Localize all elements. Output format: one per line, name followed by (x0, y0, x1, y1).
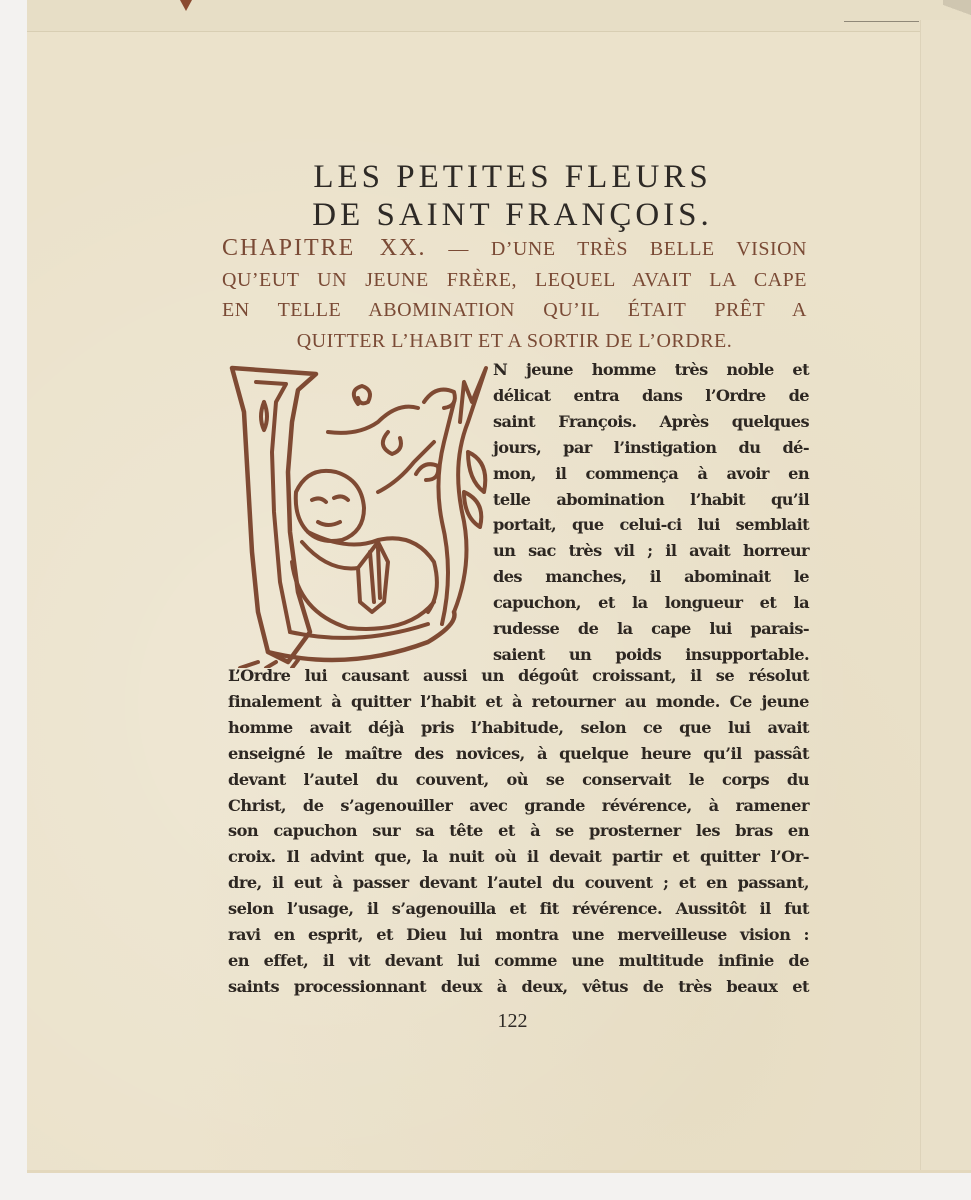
text-line: rudesse de la cape lui parais- (493, 619, 809, 639)
text-line: enseigné le maître des novices, à quelque heure qu’il passât (228, 743, 809, 763)
chapter-heading-line: QUITTER L’HABIT ET A SORTIR DE L’ORDRE. (296, 329, 733, 352)
chapter-heading-text: — D’UNE TRÈS BELLE VISION (426, 238, 807, 260)
chapter-heading-line: EN TELLE ABOMINATION QU’IL ÉTAIT PRÊT A (222, 299, 807, 321)
chapter-heading (222, 233, 807, 356)
text-line: un sac très vil ; il avait horreur (493, 541, 809, 561)
body-text-full-column (228, 663, 809, 1000)
text-line: en effet, il vit devant lui comme une multitude infinie de (228, 950, 809, 970)
text-line: N jeune homme très noble et (493, 360, 809, 379)
ornamental-drop-cap-u (228, 362, 490, 668)
text-line: homme avait déjà pris l’habitude, selon ce que lui avait (228, 717, 809, 737)
ornament-fragment-mark (180, 0, 192, 11)
page-number: 122 (497, 1010, 528, 1032)
fold-line (844, 21, 919, 22)
text-line: selon l’usage, il s’agenouilla et fit révérence. Aussitôt il fut (228, 899, 809, 919)
text-line: L’Ordre lui causant aussi un dégoût croissant, il se résolut (228, 666, 809, 685)
folded-corner (943, 0, 971, 20)
chapter-heading-line (222, 233, 807, 265)
deckle-edge (27, 1170, 971, 1173)
text-line: jours, par l’instigation du dé- (493, 437, 809, 457)
praying-monk-illustration-icon (228, 362, 490, 668)
text-line: ravi en esprit, et Dieu lui montra une merveilleuse vision : (228, 925, 809, 945)
text-line: saints processionnant deux à deux, vêtus de très beaux et (228, 976, 809, 996)
text-line: telle abomination l’habit qu’il (493, 489, 809, 509)
text-line: Christ, de s’agenouiller avec grande révérence, à ramener (228, 795, 809, 815)
text-line: devant l’autel du couvent, où se conservait le corps du (228, 769, 809, 789)
text-line: portait, que celui-ci lui semblait (493, 515, 809, 535)
body-text-narrow-column (493, 357, 809, 668)
text-line: dre, il eut à passer devant l’autel du couvent ; et en passant, (228, 873, 809, 893)
chapter-heading-line: QU’EUT UN JEUNE FRÈRE, LEQUEL AVAIT LA CAPE (222, 268, 807, 291)
text-line: des manches, il abominait le (493, 567, 809, 587)
text-line: délicat entra dans l’Ordre de (493, 385, 809, 405)
previous-page-edge (27, 0, 971, 32)
chapter-label: CHAPITRE XX. (222, 235, 427, 261)
text-line: finalement à quitter l’habit et à retourner au monde. Ce jeune (228, 691, 809, 711)
text-line: saint François. Après quelques (493, 411, 809, 431)
text-line: saient un poids insupportable. (493, 644, 809, 664)
book-title-line-2: DE SAINT FRANÇOIS. (312, 197, 713, 233)
text-line: son capuchon sur sa tête et à se prosterner les bras en (228, 821, 809, 841)
text-line: mon, il commença à avoir en (493, 463, 809, 483)
text-line: croix. Il advint que, la nuit où il devait partir et quitter l’Or- (228, 847, 809, 867)
text-line: capuchon, et la longueur et la (493, 593, 809, 613)
book-title-line-1: LES PETITES FLEURS (313, 159, 712, 195)
